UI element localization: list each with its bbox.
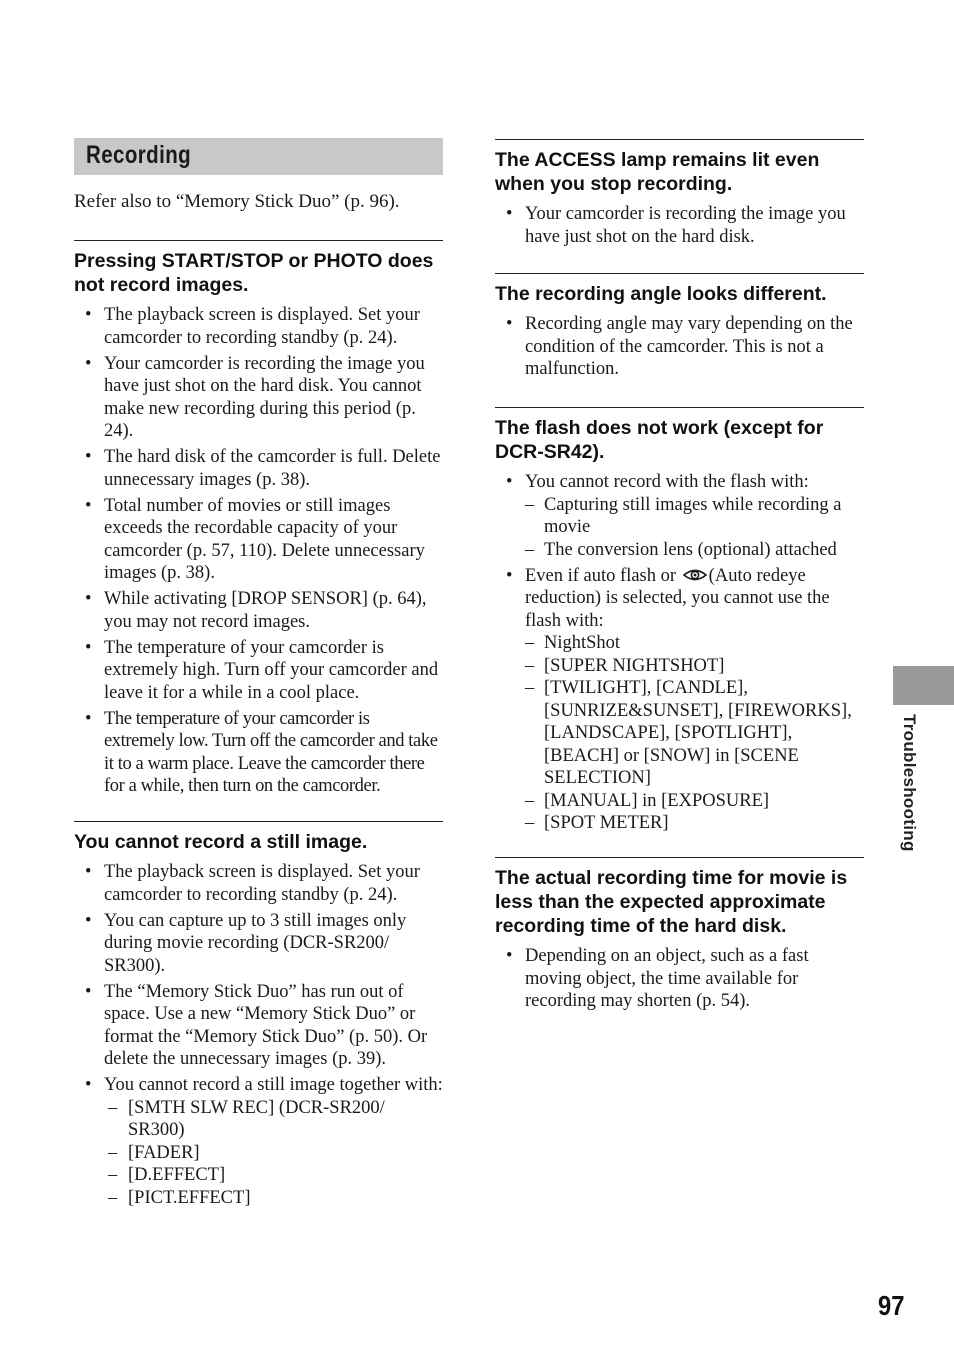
flash-sublist-1 (525, 494, 864, 562)
list-item: • You cannot record a still image together with: – [SMTH SLW REC] (DCR-SR200/ SR300) – [FADER] – [D.EFFECT] – [PICT.EFFECT] (85, 1075, 443, 1208)
flash-section (495, 407, 864, 838)
sub-list-item: – [D.EFFECT] (108, 1165, 226, 1185)
access-lamp-list (495, 203, 864, 248)
start-stop-list (74, 304, 443, 798)
sub-list-item: – [SMTH SLW REC] (DCR-SR200/ SR300) (108, 1097, 385, 1140)
list-item: • The temperature of your camcorder is extremely high. Turn off your camcorder and leave it for a while in a cool place. (85, 637, 439, 703)
section-rule (74, 821, 443, 822)
intro-text: Refer also to “Memory Stick Duo” (p. 96). (74, 191, 400, 212)
recording-time-heading: The actual recording time for movie is less than the expected approximate recording time of the hard disk. (495, 867, 848, 937)
still-image-heading: You cannot record a still image. (74, 831, 368, 853)
sub-list-item: – [TWILIGHT], [CANDLE], [SUNRIZE&SUNSET], [FIREWORKS], [LANDSCAPE], [SPOTLIGHT], [BEACH] or [SNOW] in [SCENE SELECTION] (525, 678, 852, 788)
sub-list-item: – [SUPER NIGHTSHOT] (525, 655, 725, 676)
section-header-bar (74, 138, 443, 175)
access-lamp-heading: The ACCESS lamp remains lit even when you stop recording. (495, 149, 820, 195)
sub-list-item: – NightShot (525, 633, 621, 653)
sub-list-item: – Capturing still images while recording a movie (525, 494, 842, 537)
recording-time-section (495, 857, 864, 1016)
start-stop-section (74, 240, 443, 801)
flash-sublist-2 (525, 632, 864, 835)
list-item: • You cannot record with the flash with: – Capturing still images while recording a movie – The conversion lens (optional) attached (495, 471, 864, 561)
list-item: • You can capture up to 3 still images only during movie recording (DCR-SR200/ SR300). (85, 910, 407, 976)
start-stop-heading: Pressing START/STOP or PHOTO does not record images. (74, 250, 434, 296)
sub-list-item: – [PICT.EFFECT] (108, 1187, 251, 1208)
section-rule (495, 857, 864, 858)
sub-list-item: – [FADER] (108, 1142, 200, 1163)
list-item: • The hard disk of the camcorder is full. Delete unnecessary images (p. 38). (85, 447, 441, 490)
section-rule (495, 407, 864, 408)
list-item: • Your camcorder is recording the image you have just shot on the hard disk. (506, 204, 846, 247)
list-item: • The playback screen is displayed. Set your camcorder to recording standby (p. 24). (85, 305, 420, 348)
section-rule (495, 139, 864, 140)
sub-list-item: – [SPOT METER] (525, 813, 669, 833)
still-image-sublist (104, 1097, 443, 1210)
chapter-side-label: Troubleshooting (900, 714, 919, 852)
list-item: • Depending on an object, such as a fast moving object, the time available for recording may shorten (p. 54). (506, 946, 809, 1011)
still-image-section (74, 821, 443, 1213)
still-image-list (74, 861, 443, 1209)
list-item: • Your camcorder is recording the image you have just shot on the hard disk. You cannot make new recording during this period (p. 24). (85, 353, 425, 441)
section-rule (74, 240, 443, 241)
list-item: • The temperature of your camcorder is extremely low. Turn off the camcorder and take it to a warm place. Leave the camcorder there for a while, then turn on the camcorder. (85, 708, 438, 796)
chapter-tab-marker (893, 666, 954, 705)
sub-list-item: – The conversion lens (optional) attached (525, 539, 837, 560)
angle-section (495, 273, 864, 384)
angle-heading: The recording angle looks different. (495, 283, 827, 305)
access-lamp-section (495, 139, 864, 252)
list-item: • While activating [DROP SENSOR] (p. 64), you may not record images. (85, 589, 427, 632)
section-title: Recording (86, 141, 192, 169)
list-item: • The playback screen is displayed. Set your camcorder to recording standby (p. 24). (85, 862, 420, 905)
section-rule (495, 273, 864, 274)
page-number: 97 (878, 1290, 905, 1321)
list-item: • Even if auto flash or (Auto redeye reduction) is selected, you cannot use the flash with: – NightShot – [SUPER NIGHTSHOT] – [TWILIGHT], [CANDLE], [SUNRIZE&SUNSET], [FIREWORKS], [LANDSCAPE], [SPOTLIGHT], [BEACH] or [SNOW] in [SCENE SELECTION] – [MANUAL] in [EXPOSURE] – [SPOT METER] (495, 565, 864, 835)
list-item: • The “Memory Stick Duo” has run out of space. Use a new “Memory Stick Duo” or format the “Memory Stick Duo” (p. 50). Or delete the unnecessary images (p. 39). (85, 981, 428, 1069)
flash-list (495, 471, 864, 835)
list-item: • Recording angle may vary depending on the condition of the camcorder. This is not a malfunction. (506, 314, 853, 379)
recording-time-list (495, 945, 864, 1013)
angle-list (495, 313, 864, 381)
flash-heading: The flash does not work (except for DCR-SR42). (495, 417, 824, 463)
list-item: • Total number of movies or still images exceeds the recordable capacity of your camcorder (p. 57, 110). Delete unnecessary images (p. 38). (85, 495, 425, 583)
redeye-eye-icon (683, 568, 707, 582)
sub-list-item: – [MANUAL] in [EXPOSURE] (525, 790, 770, 811)
